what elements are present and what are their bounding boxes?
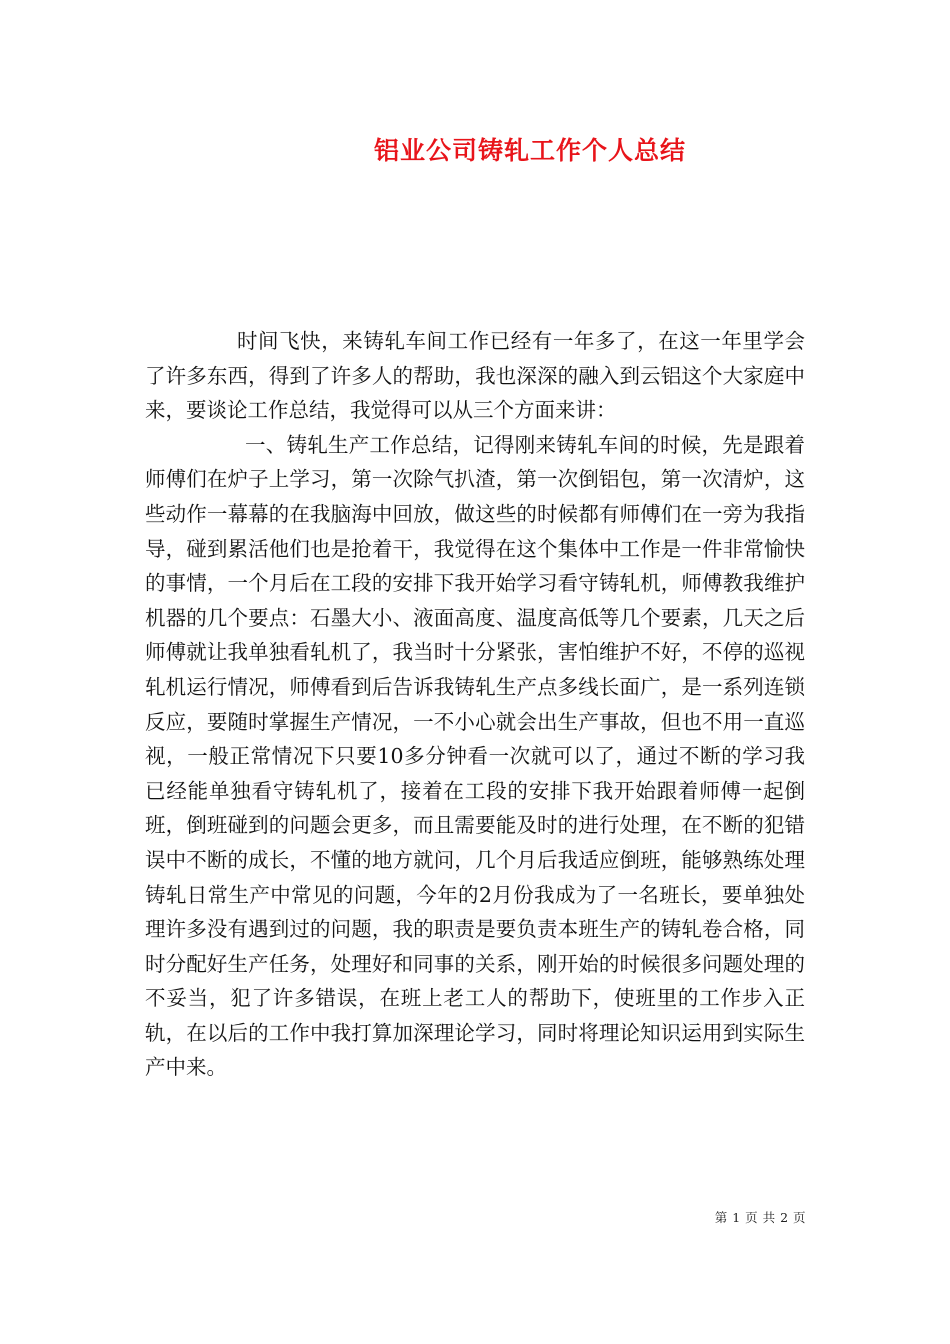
document-body bbox=[145, 324, 805, 1085]
page-footer: 第 1 页 共 2 页 bbox=[714, 1210, 806, 1225]
paragraph-intro: 时间飞快，来铸轧车间工作已经有一年多了，在这一年里学会了许多东西，得到了许多人的帮助，我也深深的融入到云铝这个大家庭中来，要谈论工作总结，我觉得可以从三个方面来讲： bbox=[145, 329, 805, 423]
paragraph-section-one: 一、铸轧生产工作总结，记得刚来铸轧车间的时候，先是跟着师傅们在炉子上学习，第一次除气扒渣，第一次倒铝包，第一次清炉，这些动作一幕幕的在我脑海中回放，做这些的时候都有师傅们在一旁为我指导，碰到累活他们也是抢着干，我觉得在这个集体中工作是一件非常愉快的事情，一个月后在工段的安排下我开始学习看守铸轧机，师傅教我维护机器的几个要点：石墨大小、液面高度、温度高低等几个要素，几天之后师傅就让我单独看轧机了，我当时十分紧张，害怕维护不好，不停的巡视轧机运行情况，师傅看到后告诉我铸轧生产点多线长面广，是一系列连锁反应，要随时掌握生产情况，一不小心就会出生产事故，但也不用一直巡视，一般正常情况下只要10多分钟看一次就可以了，通过不断的学习我已经能单独看守铸轧机了，接着在工段的安排下我开始跟着师傅一起倒班，倒班碰到的问题会更多，而且需要能及时的进行处理，在不断的犯错误中不断的成长，不懂的地方就问，几个月后我适应倒班，能够熟练处理铸轧日常生产中常见的问题，今年的2月份我成为了一名班长，要单独处理许多没有遇到过的问题，我的职责是要负责本班生产的铸轧卷合格，同时分配好生产任务，处理好和同事的关系，刚开始的时候很多问题处理的不妥当，犯了许多错误，在班上老工人的帮助下，使班里的工作步入正轨，在以后的工作中我打算加深理论学习，同时将理论知识运用到实际生产中来。 bbox=[145, 432, 805, 1080]
document-title: 铝业公司铸轧工作个人总结 bbox=[373, 136, 686, 165]
